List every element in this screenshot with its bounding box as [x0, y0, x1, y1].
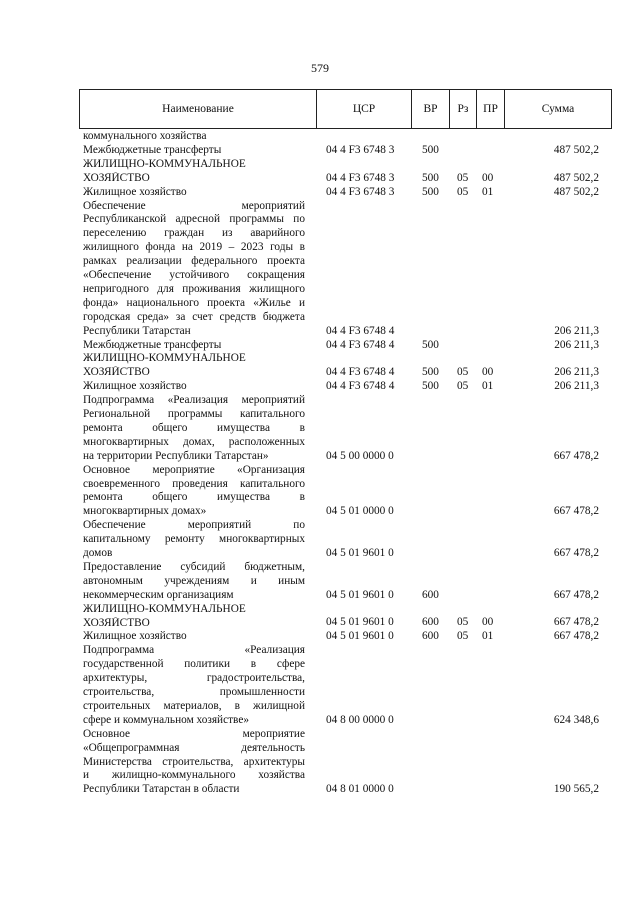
- row-name-line: автономным учреждениям и иным: [83, 574, 305, 587]
- row-sum: 206 211,3: [554, 324, 599, 337]
- row-csr: 04 5 01 0000 0: [326, 505, 394, 518]
- row-pr: 00: [482, 366, 494, 379]
- header-csr: ЦСР: [352, 103, 376, 115]
- row-pr: 00: [482, 616, 494, 629]
- row-sum: 206 211,3: [554, 366, 599, 379]
- row-sum: 667 478,2: [553, 630, 599, 643]
- header-vr: ВР: [423, 103, 438, 115]
- row-sum: 624 348,6: [553, 713, 599, 726]
- row-name-line: Обеспечение мероприятий: [83, 199, 305, 212]
- row-vr: 600: [422, 588, 439, 601]
- row-name: [83, 144, 305, 158]
- row-name-line: ремонта общего имущества в: [83, 491, 305, 504]
- row-rz: 05: [457, 366, 469, 379]
- row-name-line: ЖИЛИЩНО-КОММУНАЛЬНОЕ: [83, 157, 246, 170]
- row-pr: 01: [482, 630, 494, 643]
- row-name-line: городская среда» за счет средств бюджета: [83, 310, 305, 323]
- row-name-line: своевременного проведения капитального: [83, 477, 305, 490]
- row-pr: 01: [482, 380, 494, 393]
- row-rz: 05: [457, 185, 469, 198]
- row-name: [83, 603, 305, 631]
- row-sum: 487 502,2: [553, 143, 599, 156]
- row-name-line: Республики Татарстан: [83, 324, 191, 337]
- row-name: [83, 728, 305, 798]
- row-name-line: капитальному ремонту многоквартирных: [83, 533, 305, 546]
- row-name-line: ЖИЛИЩНО-КОММУНАЛЬНОЕ: [83, 602, 246, 615]
- row-name-line: Министерства строительства, архитектуры: [83, 755, 305, 768]
- row-sum: 206 211,3: [554, 338, 599, 351]
- header-name: Наименование: [162, 103, 234, 115]
- row-vr: 500: [422, 171, 439, 184]
- row-sum: 667 478,2: [553, 449, 599, 462]
- row-csr: 04 5 00 0000 0: [326, 449, 394, 462]
- header-rz: Рз: [457, 103, 469, 115]
- row-name-line: архитектуры, градостроительства,: [83, 672, 305, 685]
- row-csr: 04 4 F3 6748 3: [326, 171, 395, 184]
- row-name-line: Региональной программы капитального: [83, 408, 305, 420]
- row-rz: 05: [457, 171, 469, 184]
- row-name-line: некоммерческим организациям: [83, 588, 234, 601]
- row-name: [83, 464, 305, 520]
- row-sum: 487 502,2: [553, 185, 599, 198]
- row-name-line: Республиканской адресной программы по: [83, 213, 305, 226]
- row-name-line: Основное мероприятие «Организация: [83, 463, 305, 476]
- row-name: [83, 380, 305, 394]
- row-name: [83, 352, 305, 380]
- row-name-line: Жилищное хозяйство: [83, 630, 187, 643]
- row-name: [83, 561, 305, 603]
- row-name-line: коммунального хозяйства: [83, 130, 207, 142]
- row-name-line: Подпрограмма «Реализация мероприятий: [83, 394, 305, 407]
- row-name: [83, 630, 305, 644]
- row-name-line: Жилищное хозяйство: [83, 185, 187, 198]
- row-csr: 04 4 F3 6748 4: [326, 366, 395, 379]
- row-name-line: и жилищно-коммунального хозяйства: [83, 769, 305, 782]
- row-name: [83, 200, 305, 339]
- row-vr: 500: [422, 380, 439, 393]
- row-csr: 04 5 01 9601 0: [326, 630, 394, 643]
- row-rz: 05: [457, 616, 469, 629]
- row-name-line: «Обеспечение устойчивого сокращения: [83, 269, 305, 282]
- row-pr: 00: [482, 171, 494, 184]
- row-pr: 01: [482, 185, 494, 198]
- row-rz: 05: [457, 380, 469, 393]
- row-name-line: Межбюджетные трансферты: [83, 338, 222, 351]
- row-name-line: Жилищное хозяйство: [83, 380, 187, 393]
- row-csr: 04 4 F3 6748 3: [326, 143, 395, 156]
- row-name-line: ЖИЛИЩНО-КОММУНАЛЬНОЕ: [83, 352, 246, 365]
- row-name-line: ХОЗЯЙСТВО: [83, 366, 150, 379]
- row-name-line: Предоставление субсидий бюджетным,: [83, 560, 305, 573]
- page-number: 579: [311, 61, 329, 75]
- row-name-line: многоквартирных домах»: [83, 505, 207, 518]
- row-name-line: на территории Республики Татарстан»: [83, 449, 269, 462]
- row-csr: 04 4 F3 6748 4: [326, 380, 395, 393]
- row-csr: 04 4 F3 6748 3: [326, 185, 395, 198]
- row-vr: 600: [422, 616, 439, 629]
- row-name-line: сфере и коммунальном хозяйстве»: [83, 713, 249, 726]
- row-vr: 500: [422, 143, 439, 156]
- row-name: [83, 519, 305, 561]
- row-name-line: многоквартирных домах, расположенных: [83, 435, 305, 448]
- row-vr: 500: [422, 185, 439, 198]
- row-name-line: ХОЗЯЙСТВО: [83, 171, 150, 184]
- row-name-line: строительных материалов, в жилищной: [83, 699, 305, 712]
- row-rz: 05: [457, 630, 469, 643]
- row-name-line: фонда» национального проекта «Жилье и: [83, 296, 305, 309]
- row-name-line: Республики Татарстан в области: [83, 783, 240, 796]
- row-name-line: Основное мероприятие: [83, 727, 305, 740]
- row-vr: 600: [422, 630, 439, 643]
- row-name-line: государственной политики в сфере: [83, 658, 305, 671]
- row-name-line: Межбюджетные трансферты: [83, 143, 222, 156]
- row-name: [83, 394, 305, 464]
- row-name-line: рамках реализации федерального проекта: [83, 255, 305, 268]
- row-name-line: Обеспечение мероприятий по: [83, 519, 305, 532]
- row-sum: 667 478,2: [553, 546, 599, 559]
- row-csr: 04 5 01 9601 0: [326, 616, 394, 629]
- row-vr: 500: [422, 366, 439, 379]
- row-name-line: строительства, промышленности: [83, 686, 305, 699]
- row-name-line: ремонта общего имущества в: [83, 421, 305, 434]
- row-name-line: переселению граждан из аварийного: [83, 227, 305, 240]
- row-sum: 667 478,2: [553, 588, 599, 601]
- row-name: [83, 130, 305, 144]
- row-sum: 667 478,2: [553, 616, 599, 629]
- row-name: [83, 339, 305, 353]
- row-csr: 04 4 F3 6748 4: [326, 338, 395, 351]
- row-vr: 500: [422, 338, 439, 351]
- row-name-line: «Общепрограммная деятельность: [83, 741, 305, 754]
- row-csr: 04 8 01 0000 0: [326, 783, 394, 796]
- row-sum: 487 502,2: [553, 171, 599, 184]
- row-sum: 206 211,3: [554, 380, 599, 393]
- row-name-line: домов: [83, 547, 113, 559]
- row-name-line: Подпрограмма «Реализация: [83, 644, 305, 657]
- row-name-line: жилищного фонда на 2019 – 2023 годы в: [83, 241, 305, 254]
- header-pr: ПР: [483, 103, 498, 115]
- row-csr: 04 5 01 9601 0: [326, 546, 394, 559]
- row-sum: 667 478,2: [553, 505, 599, 518]
- table-header: [79, 89, 612, 129]
- row-csr: 04 8 00 0000 0: [326, 713, 394, 726]
- header-sum: Сумма: [541, 103, 575, 115]
- row-sum: 190 565,2: [553, 783, 599, 796]
- row-name-line: непригодного для проживания жилищного: [83, 282, 305, 295]
- row-csr: 04 5 01 9601 0: [326, 588, 394, 601]
- row-name: [83, 158, 305, 186]
- row-csr: 04 4 F3 6748 4: [326, 324, 395, 337]
- row-name-line: ХОЗЯЙСТВО: [83, 616, 150, 629]
- row-name: [83, 186, 305, 200]
- row-name: [83, 644, 305, 727]
